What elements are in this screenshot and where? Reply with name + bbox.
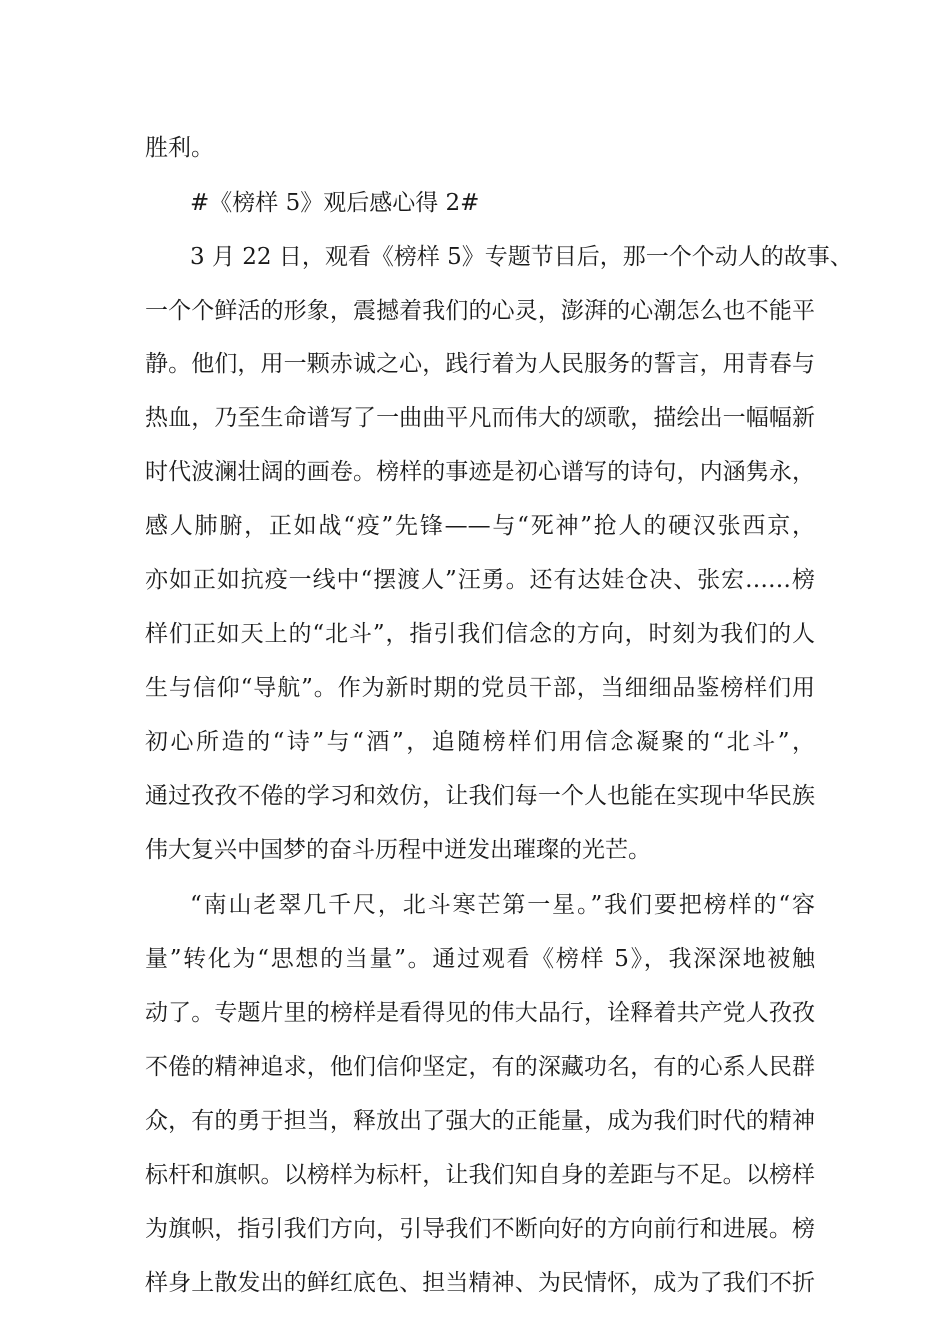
paragraph-line: 样身上散发出的鲜红底色、担当精神、为民情怀，成为了我们不折 [145,1270,815,1296]
paragraph-line: 动了。专题片里的榜样是看得见的伟大品行，诠释着共产党人孜孜 [145,1000,815,1026]
section-heading: #《榜样 5》观后感心得 2# [190,190,480,216]
paragraph-line: 感人肺腑，正如战“疫”先锋——与“死神”抢人的硬汉张西京， [145,513,815,539]
paragraph-line: 为旗帜，指引我们方向，引导我们不断向好的方向前行和进展。榜 [145,1216,815,1242]
paragraph-line: 初心所造的“诗”与“酒”，追随榜样们用信念凝聚的“北斗”， [145,729,815,755]
paragraph-line: 通过孜孜不倦的学习和效仿，让我们每一个人也能在实现中华民族 [145,783,815,809]
paragraph-line: 胜利。 [145,135,214,161]
paragraph-line: “南山老翠几千尺，北斗寒芒第一星。”我们要把榜样的“容 [190,892,815,918]
paragraph-line: 热血，乃至生命谱写了一曲曲平凡而伟大的颂歌，描绘出一幅幅新 [145,405,815,431]
paragraph-line: 样们正如天上的“北斗”，指引我们信念的方向，时刻为我们的人 [145,621,815,647]
paragraph-line: 伟大复兴中国梦的奋斗历程中迸发出璀璨的光芒。 [145,837,651,863]
paragraph-line: 量”转化为“思想的当量”。通过观看《榜样 5》，我深深地被触 [145,946,815,972]
paragraph-line: 众，有的勇于担当，释放出了强大的正能量，成为我们时代的精神 [145,1108,815,1134]
paragraph-line: 生与信仰“导航”。作为新时期的党员干部，当细细品鉴榜样们用 [145,675,815,701]
paragraph-line: 标杆和旗帜。以榜样为标杆，让我们知自身的差距与不足。以榜样 [145,1162,815,1188]
paragraph-line: 静。他们，用一颗赤诚之心，践行着为人民服务的誓言，用青春与 [145,351,815,377]
paragraph-line: 亦如正如抗疫一线中“摆渡人”汪勇。还有达娃仓决、张宏……榜 [145,567,815,593]
paragraph-line: 不倦的精神追求，他们信仰坚定，有的深藏功名，有的心系人民群 [145,1054,815,1080]
paragraph-line: 时代波澜壮阔的画卷。榜样的事迹是初心谱写的诗句，内涵隽永， [145,459,815,485]
paragraph-line: 3 月 22 日，观看《榜样 5》专题节目后，那一个个动人的故事、 [190,244,853,270]
paragraph-line: 一个个鲜活的形象，震撼着我们的心灵，澎湃的心潮怎么也不能平 [145,298,815,324]
